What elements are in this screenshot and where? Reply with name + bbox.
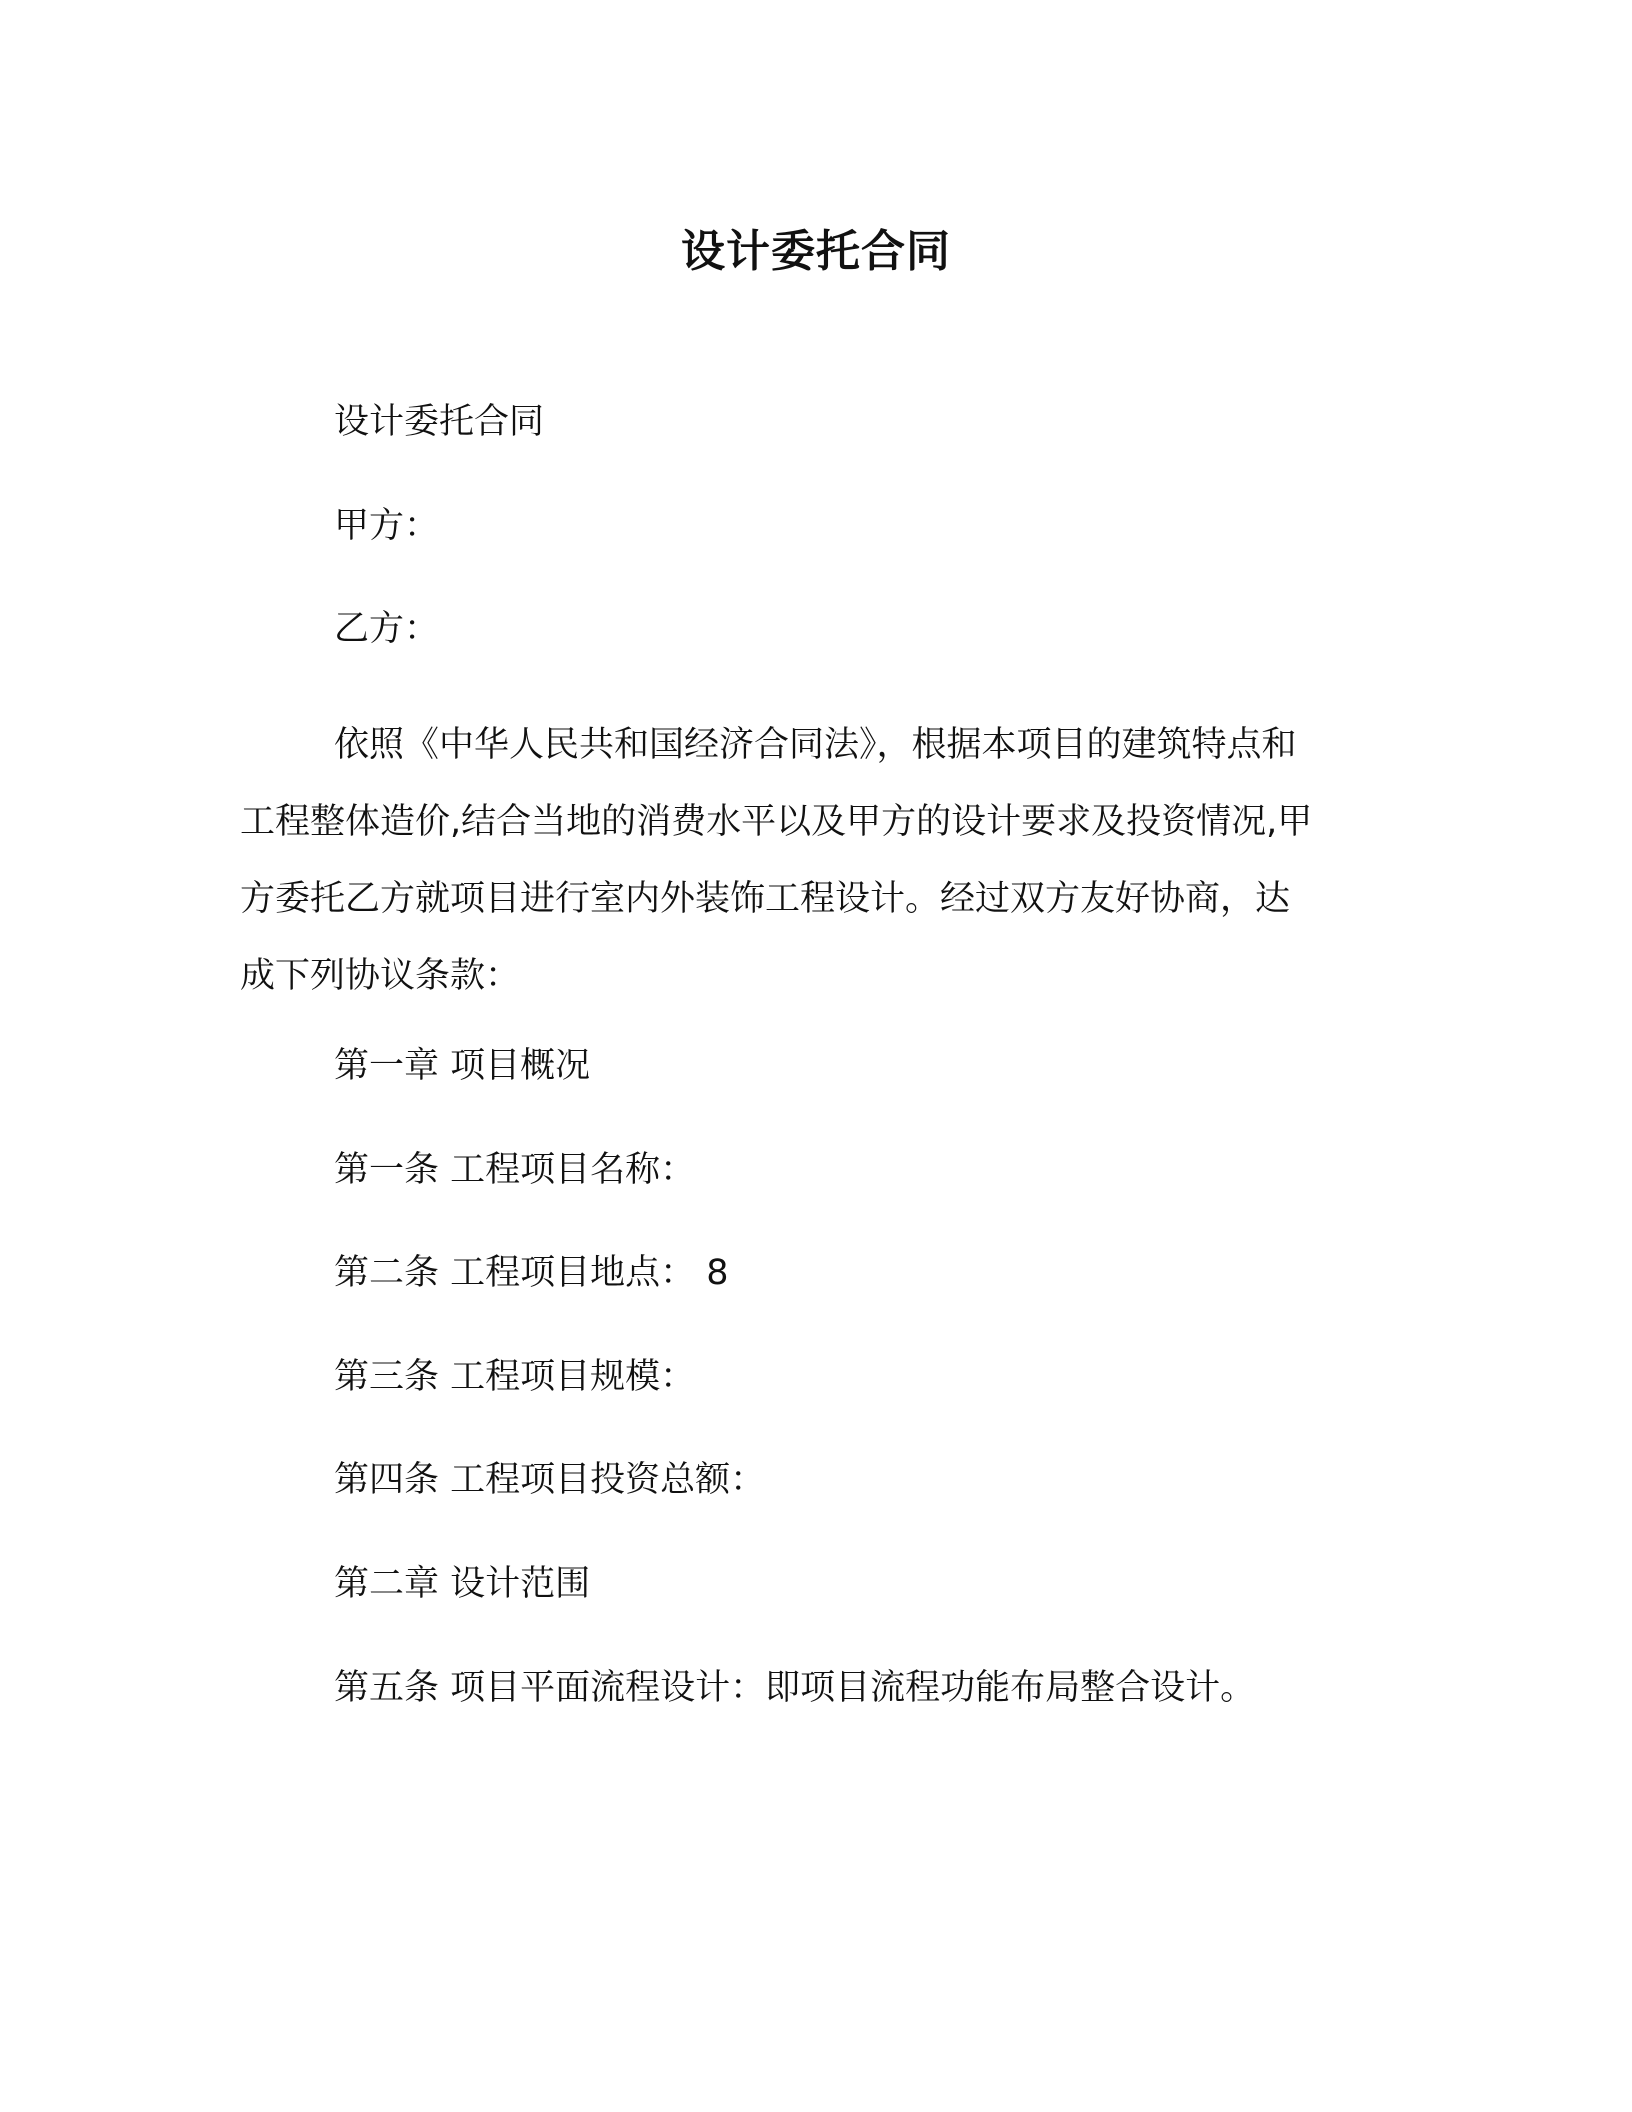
article-5: 第五条 项目平面流程设计：即项目流程功能布局整合设计。 <box>334 1668 1256 1708</box>
chapter-2-heading: 第二章 设计范围 <box>334 1564 591 1604</box>
intro-line: 方委托乙方就项目进行室内外装饰工程设计。经过双方友好协商，达 <box>240 879 1291 919</box>
party-a-label: 甲方： <box>334 506 440 546</box>
article-1: 第一条 工程项目名称： <box>334 1150 696 1190</box>
document-title: 设计委托合同 <box>681 226 951 277</box>
article-3: 第三条 工程项目规模： <box>334 1357 696 1397</box>
intro-paragraph <box>240 707 1385 1015</box>
intro-line: 工程整体造价,结合当地的消费水平以及甲方的设计要求及投资情况,甲 <box>240 802 1313 842</box>
contract-heading: 设计委托合同 <box>334 402 545 442</box>
article-2: 第二条 工程项目地点： 8 <box>334 1253 729 1293</box>
chapter-1-heading: 第一章 项目概况 <box>334 1046 591 1086</box>
article-4: 第四条 工程项目投资总额： <box>334 1460 766 1500</box>
party-b-label: 乙方： <box>334 609 440 649</box>
intro-line: 依照《中华人民共和国经济合同法》，根据本项目的建筑特点和 <box>334 725 1297 765</box>
intro-line: 成下列协议条款： <box>240 956 521 996</box>
